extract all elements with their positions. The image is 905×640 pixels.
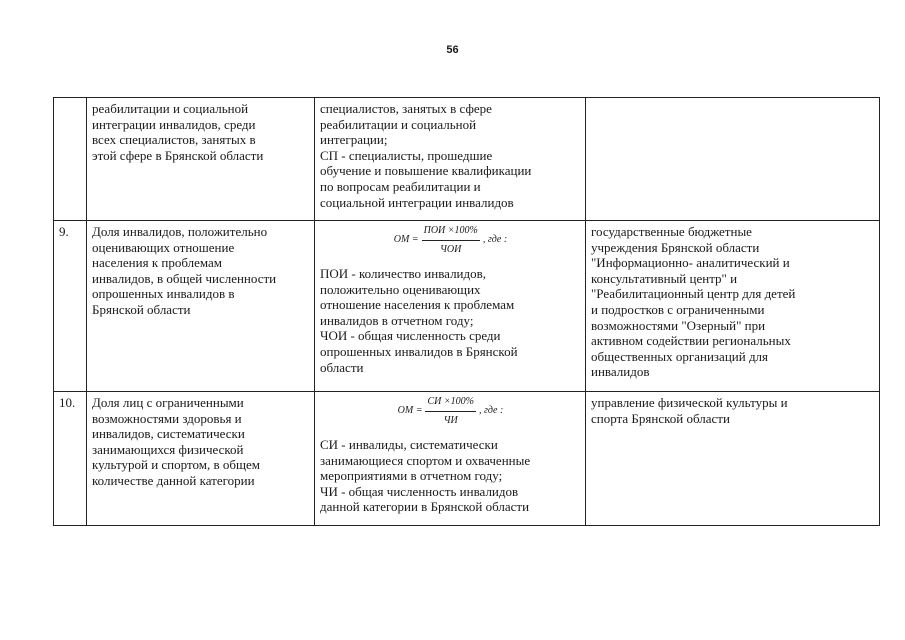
indicator-name-cell [87,221,315,392]
text-line: отношение населения к проблемам [320,297,515,313]
text-line: оценивающих отношение [92,239,235,255]
row-number-cell [54,98,87,221]
table-row [54,392,880,526]
formula-lhs: ОМ = [393,234,419,246]
text-line: количестве данной категории [92,472,255,488]
text-line: "Реабилитационный центр для детей [591,286,796,302]
text-line: ПОИ - количество инвалидов, [320,266,487,281]
text-line: мероприятиями в отчетном году; [320,468,503,484]
formula [320,395,581,427]
text-line: этой сфере в Брянской области [92,147,264,163]
formula-fraction [422,223,480,257]
text-line: "Информационно- аналитический и [591,255,790,271]
text-line: опрошенных инвалидов в Брянской [320,343,518,359]
formula-denominator: ЧИ [443,414,458,426]
text-line: культурой и спортом, в общем [92,457,260,473]
calculation-method-cell [315,98,586,221]
text-line: спорта Брянской области [591,410,730,426]
text-line: ЧОИ - общая численность среди [320,328,501,344]
indicator-name-cell [87,392,315,526]
text-line: интеграции инвалидов, среди [92,116,256,132]
text-line: инвалидов в отчетном году; [320,312,474,328]
page-number: 56 [446,44,459,56]
row-number-cell: 10. [54,392,87,526]
text-line: консультативный центр" и [591,270,738,286]
calculation-method-cell [315,392,586,526]
text-line: положительно оценивающих [320,281,481,297]
text-line: интеграции; [320,132,388,148]
text-line: по вопросам реабилитации и [320,178,481,194]
text-line: ЧИ - общая численность инвалидов [320,483,519,499]
text-line: социальной интеграции инвалидов [320,194,514,210]
text-line: общественных организаций для [591,348,769,364]
text-line: возможностями "Озерный" при [591,317,766,333]
data-source-cell [586,98,880,221]
text-line: Доля инвалидов, положительно [92,224,268,239]
table-row [54,98,880,221]
text-line: реабилитации и социальной [92,101,249,116]
text-line: обучение и повышение квалификации [320,163,532,179]
text-line: реабилитации и социальной [320,116,477,132]
text-line: возможностями здоровья и [92,410,242,426]
text-line: области [320,359,364,375]
text-line: опрошенных инвалидов в [92,286,235,302]
text-line: данной категории в Брянской области [320,499,530,515]
text-line: инвалидов, в общей численности [92,270,277,286]
text-line: управление физической культуры и [591,395,788,410]
formula-numerator: ПОИ ×100% [422,223,480,241]
formula [320,224,581,256]
text-line: всех специалистов, занятых в [92,132,256,148]
text-line: учреждения Брянской области [591,239,760,255]
text-line: СП - специалисты, прошедшие [320,147,493,163]
text-line: Доля лиц с ограниченными [92,395,244,410]
data-source-cell [586,221,880,392]
text-line: активном содействии региональных [591,333,791,349]
text-line: занимающиеся спортом и охваченные [320,452,531,468]
formula-denominator: ЧОИ [440,243,462,255]
text-line: занимающихся физической [92,441,244,457]
text-line: государственные бюджетные [591,224,752,239]
indicators-table [53,97,880,526]
row-number-cell: 9. [54,221,87,392]
formula-suffix: , где : [482,234,508,246]
indicator-name-cell [87,98,315,221]
text-line: и подростков с ограниченными [591,301,765,317]
formula-lhs: ОМ = [397,405,423,417]
data-source-cell [586,392,880,526]
text-line: инвалидов, систематически [92,426,245,442]
calculation-method-cell [315,221,586,392]
formula-fraction [425,394,475,428]
table-row [54,221,880,392]
text-line: инвалидов [591,364,650,380]
text-line: СИ - инвалиды, систематически [320,437,498,452]
text-line: Брянской области [92,301,191,317]
text-line: специалистов, занятых в сфере [320,101,492,116]
formula-numerator: СИ ×100% [425,394,475,412]
text-line: населения к проблемам [92,255,223,271]
formula-suffix: , где : [478,405,504,417]
